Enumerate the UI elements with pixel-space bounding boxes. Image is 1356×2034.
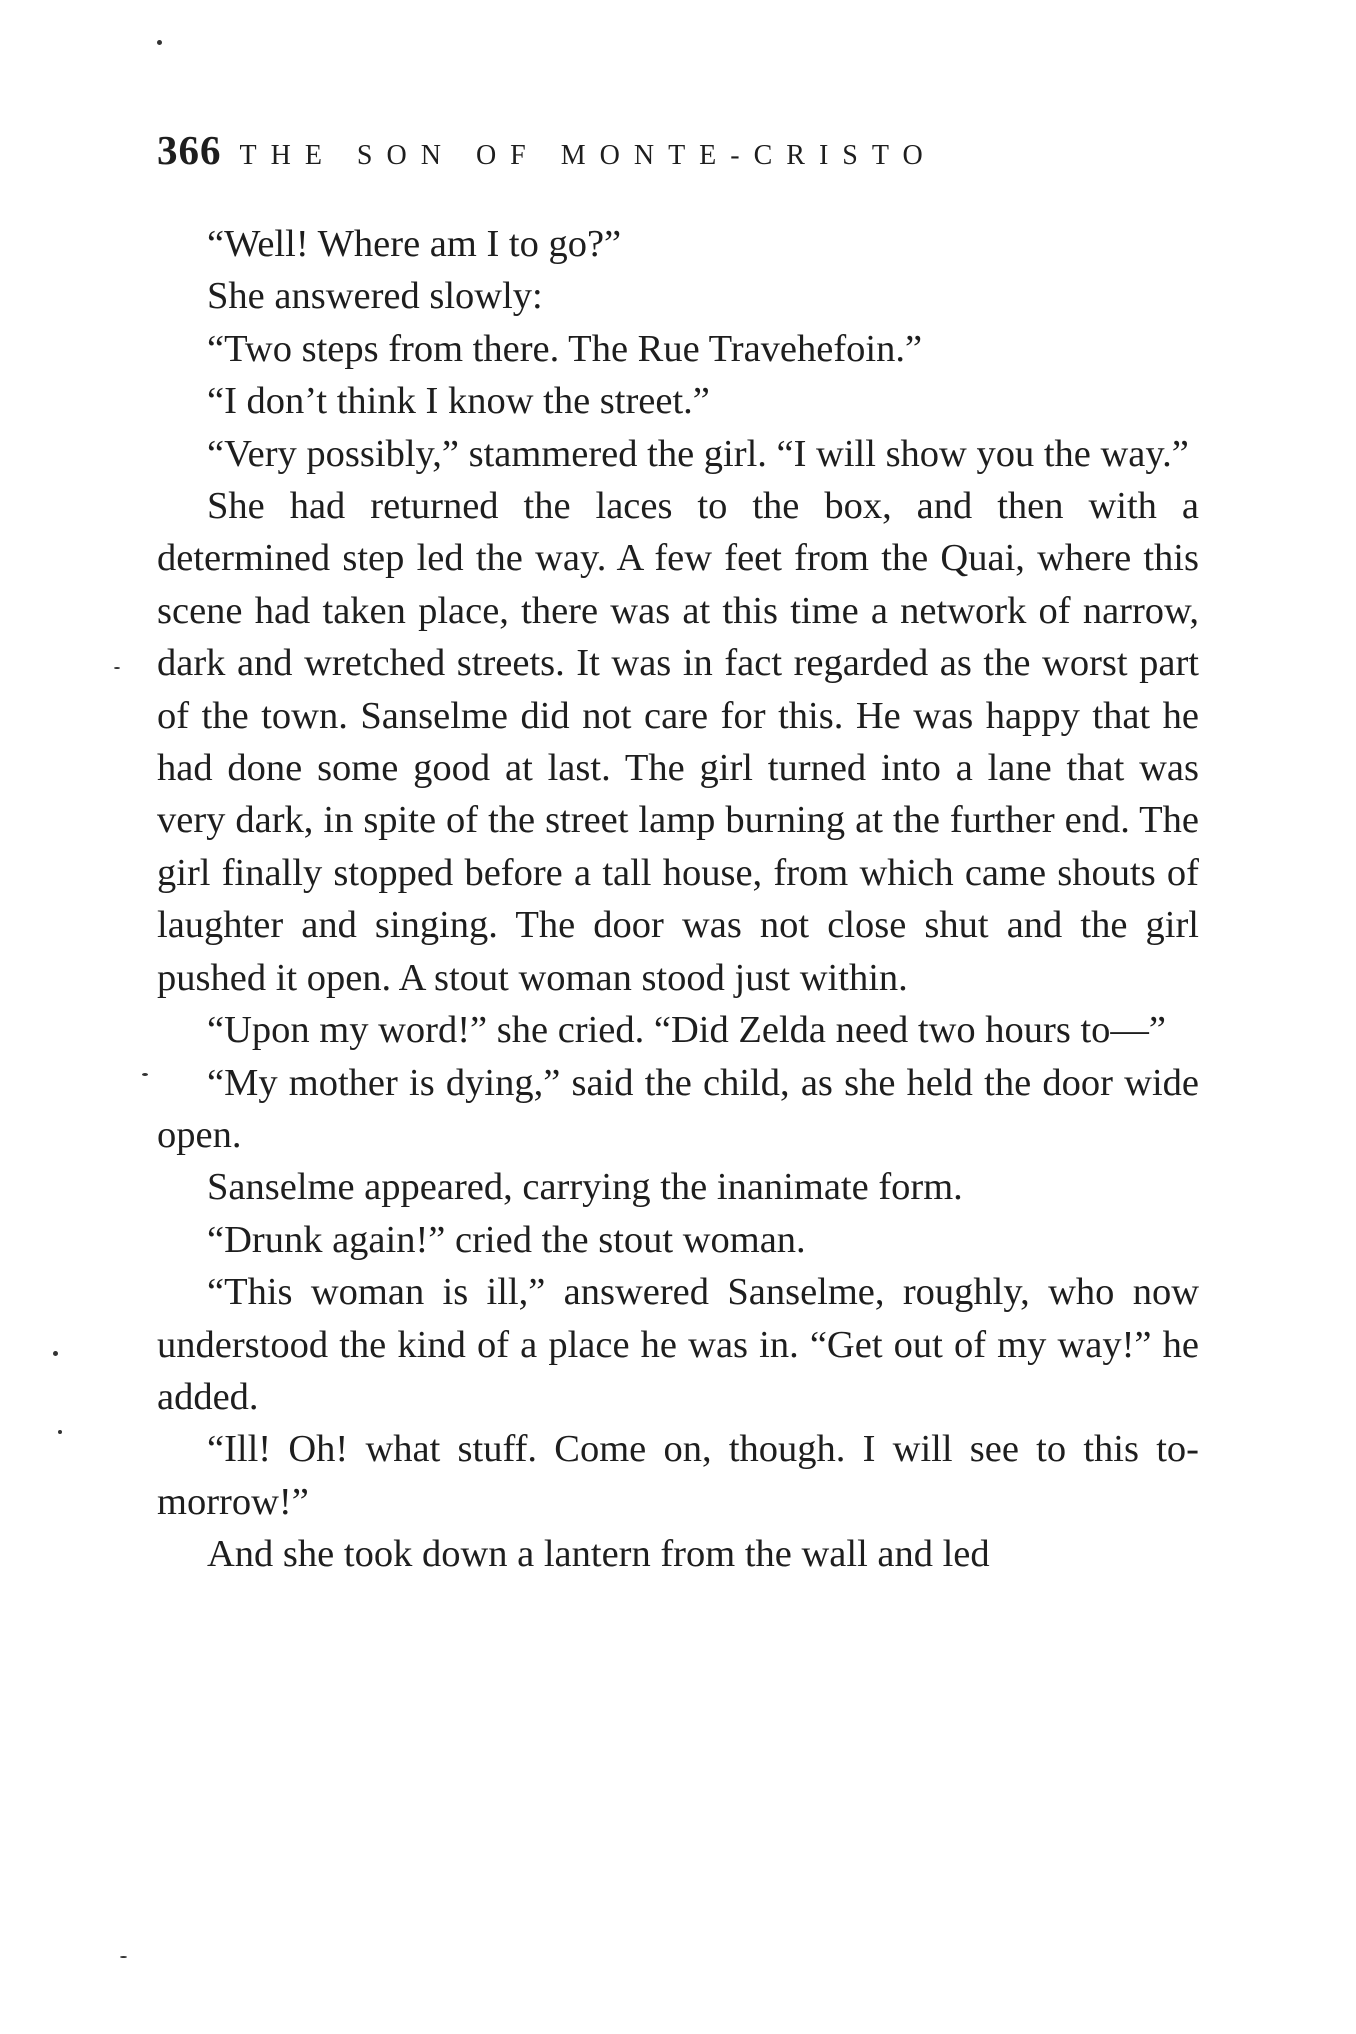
paragraph: She had returned the laces to the box, and then with a determined step led the way. A few feet from the Quai, where this scene had taken place, there was at this time a network of narrow, dark and wretched streets. It was in fact regarded as the worst part of the town. Sanselme did not care for this. He was happy that he had done some good at last. The girl turned into a lane that was very dark, in spite of the street lamp burning at the further end. The girl finally stopped before a tall house, from which came shouts of laughter and singing. The door was not close shut and the girl pushed it open. A stout woman stood just within. <box>157 485 1199 999</box>
paragraph: And she took down a lantern from the wall and led <box>207 1533 990 1576</box>
running-title: THE SON OF MONTE-CRISTO <box>239 140 937 171</box>
paragraph: She answered slowly: <box>207 275 543 318</box>
paragraph: “Well! Where am I to go?” <box>207 223 622 265</box>
scan-speck <box>142 1073 148 1076</box>
scan-speck <box>53 1351 58 1356</box>
paragraph: “My mother is dying,” said the child, as she held the door wide open. <box>157 1061 1199 1156</box>
page-header <box>157 126 1207 182</box>
scan-speck <box>58 1430 62 1434</box>
scan-speck <box>120 1956 127 1958</box>
page-number: 366 <box>157 127 222 173</box>
paragraph: “Upon my word!” she cried. “Did Zelda need two hours to—” <box>207 1009 1167 1052</box>
paragraph: Sanselme appeared, carrying the inanimate form. <box>207 1166 963 1209</box>
paragraph: “Two steps from there. The Rue Travehefoin.” <box>207 327 923 370</box>
body-text <box>157 218 1199 1581</box>
paragraph: “Very possibly,” stammered the girl. “I will show you the way.” <box>207 432 1189 475</box>
paragraph: “I don’t think I know the street.” <box>207 380 710 423</box>
scan-speck <box>114 667 120 669</box>
scan-speck <box>157 40 162 45</box>
paragraph: “This woman is ill,” answered Sanselme, roughly, who now understood the kind of a place he was in. “Get out of my way!” he added. <box>157 1271 1199 1418</box>
paragraph: “Ill! Oh! what stuff. Come on, though. I will see to this to-morrow!” <box>157 1428 1199 1523</box>
paragraph: “Drunk again!” cried the stout woman. <box>207 1218 806 1261</box>
